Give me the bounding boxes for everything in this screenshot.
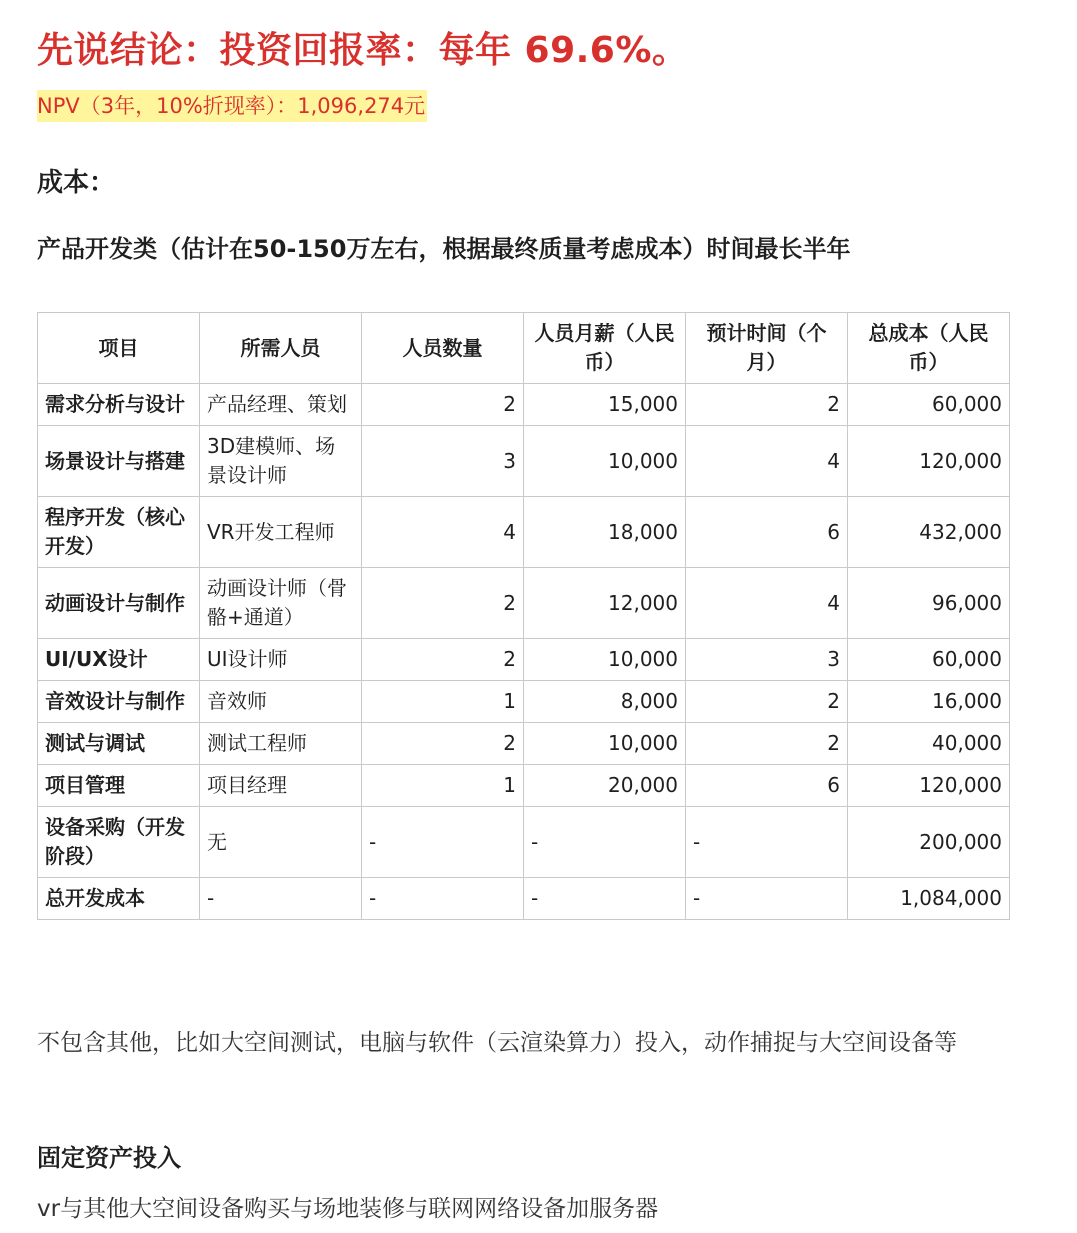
table-row [38,426,1010,497]
table-cell: 2 [686,681,848,723]
table-cell: 200,000 [848,807,1010,878]
table-cell: 60,000 [848,384,1010,426]
table-row [38,723,1010,765]
table-row [38,384,1010,426]
row-item-cell: 设备采购（开发阶段） [38,807,200,878]
table-cell: - [686,807,848,878]
cost-table [37,312,1010,920]
table-cell: VR开发工程师 [200,497,362,568]
table-cell: 2 [362,639,524,681]
table-row [38,639,1010,681]
table-cell: 10,000 [524,723,686,765]
cost-heading: 成本： [37,168,116,198]
row-item-cell: UI/UX设计 [38,639,200,681]
table-cell: 1,084,000 [848,878,1010,920]
fixed-assets-description: vr与其他大空间设备购买与场地装修与联网网络设备加服务器 [37,1196,659,1222]
header-cell: 人员月薪（人民币） [524,313,686,384]
row-item-cell: 项目管理 [38,765,200,807]
table-cell: 3D建模师、场景设计师 [200,426,362,497]
header-cell: 所需人员 [200,313,362,384]
table-cell: 96,000 [848,568,1010,639]
row-item-cell: 测试与调试 [38,723,200,765]
table-cell: - [200,878,362,920]
row-item-cell: 场景设计与搭建 [38,426,200,497]
table-cell: 2 [362,723,524,765]
table-cell: 无 [200,807,362,878]
table-row [38,568,1010,639]
table-cell: 4 [686,426,848,497]
table-cell: 15,000 [524,384,686,426]
table-cell: 2 [362,384,524,426]
row-item-cell: 程序开发（核心开发） [38,497,200,568]
table-cell: 16,000 [848,681,1010,723]
table-cell: 产品经理、策划 [200,384,362,426]
table-cell: - [524,878,686,920]
table-cell: 120,000 [848,765,1010,807]
row-item-cell: 需求分析与设计 [38,384,200,426]
fixed-assets-heading: 固定资产投入 [37,1144,181,1172]
category-heading: 产品开发类（估计在50-150万左右，根据最终质量考虑成本）时间最长半年 [37,235,851,263]
table-cell: 12,000 [524,568,686,639]
row-item-cell: 音效设计与制作 [38,681,200,723]
table-cell: 2 [362,568,524,639]
npv-highlight: NPV（3年，10%折现率）：1,096,274元 [37,90,427,122]
row-item-cell: 总开发成本 [38,878,200,920]
conclusion-headline: 先说结论：投资回报率：每年 69.6%。 [37,30,689,71]
table-cell: 40,000 [848,723,1010,765]
table-cell: 6 [686,765,848,807]
table-cell: 3 [362,426,524,497]
table-body [38,384,1010,920]
table-cell: 432,000 [848,497,1010,568]
table-cell: - [362,807,524,878]
table-row [38,681,1010,723]
header-cell: 人员数量 [362,313,524,384]
table-row [38,497,1010,568]
table-cell: 1 [362,681,524,723]
table-cell: 120,000 [848,426,1010,497]
table-cell: 20,000 [524,765,686,807]
table-cell: 音效师 [200,681,362,723]
table-cell: 8,000 [524,681,686,723]
header-cell: 预计时间（个月） [686,313,848,384]
table-cell: 动画设计师（骨骼+通道） [200,568,362,639]
row-item-cell: 动画设计与制作 [38,568,200,639]
table-cell: 3 [686,639,848,681]
table-cell: 测试工程师 [200,723,362,765]
header-cell: 项目 [38,313,200,384]
table-cell: - [686,878,848,920]
table-header-row [38,313,1010,384]
table-row [38,807,1010,878]
exclusion-note: 不包含其他，比如大空间测试，电脑与软件（云渲染算力）投入，动作捕捉与大空间设备等 [37,1030,957,1056]
table-cell: 4 [686,568,848,639]
table-cell: 2 [686,723,848,765]
table-cell: 10,000 [524,639,686,681]
table-cell: UI设计师 [200,639,362,681]
table-cell: 2 [686,384,848,426]
table-cell: 60,000 [848,639,1010,681]
table-row [38,765,1010,807]
header-cell: 总成本（人民币） [848,313,1010,384]
table-cell: 项目经理 [200,765,362,807]
table-cell: 1 [362,765,524,807]
table-cell: 18,000 [524,497,686,568]
table-cell: 6 [686,497,848,568]
table-row [38,878,1010,920]
table-cell: - [362,878,524,920]
table-cell: - [524,807,686,878]
table-cell: 10,000 [524,426,686,497]
table-cell: 4 [362,497,524,568]
